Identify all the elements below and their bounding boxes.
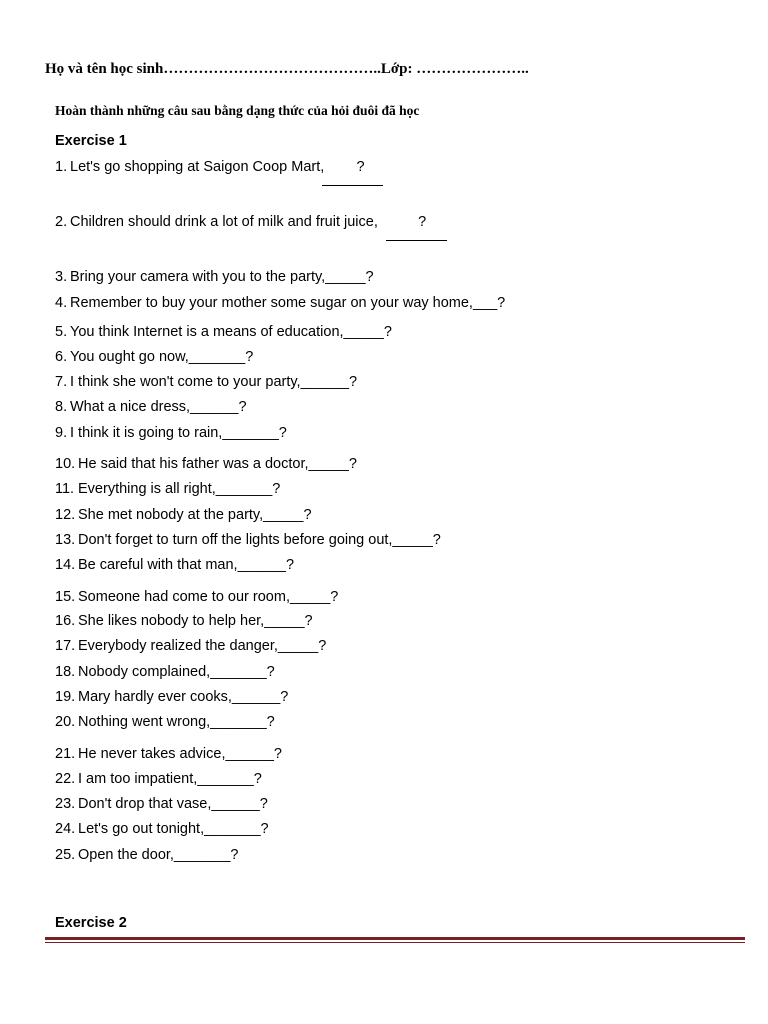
question-text: You ought go now,_______? [70, 349, 254, 365]
question-text: Let's go out tonight,_______? [78, 821, 269, 837]
question-number: 17. [55, 638, 76, 654]
question-6 [55, 349, 253, 365]
question-text: What a nice dress,______? [70, 399, 247, 415]
question-text: Remember to buy your mother some sugar on your way home,___? [70, 295, 506, 311]
question-text: Nothing went wrong,_______? [78, 714, 275, 730]
question-11 [55, 481, 280, 497]
question-number: 1. [55, 159, 68, 175]
question-number: 15. [55, 589, 76, 605]
question-number: 25. [55, 847, 76, 863]
question-text: You think Internet is a means of education,_____? [70, 324, 392, 340]
question-text: I think it is going to rain,_______? [70, 425, 287, 441]
question-text: I am too impatient,_______? [78, 771, 262, 787]
question-number: 19. [55, 689, 76, 705]
question-number: 23. [55, 796, 76, 812]
question-7 [55, 374, 357, 390]
question-text: He said that his father was a doctor,_____? [78, 456, 357, 472]
question-text: Let's go shopping at Saigon Coop Mart, ? [70, 159, 365, 175]
question-number: 21. [55, 746, 76, 762]
question-text: She met nobody at the party,_____? [78, 507, 312, 523]
question-24 [55, 821, 269, 837]
question-number: 9. [55, 425, 68, 441]
question-25 [55, 847, 238, 863]
question-18 [55, 664, 275, 680]
student-info-line: Họ và tên học sinh……………………………………..Lớp: ………………….. [45, 61, 529, 77]
section-divider-thin [45, 942, 745, 943]
question-text: Children should drink a lot of milk and fruit juice, ? [70, 214, 427, 230]
question-10 [55, 456, 357, 472]
question-number: 6. [55, 349, 68, 365]
answer-blank-2 [386, 240, 447, 241]
question-13 [55, 532, 441, 548]
question-9 [55, 425, 287, 441]
question-text: Everybody realized the danger,_____? [78, 638, 327, 654]
instruction-text: Hoàn thành những câu sau bằng dạng thức của hỏi đuôi đã học [55, 103, 420, 118]
question-text: Don't drop that vase,______? [78, 796, 268, 812]
question-number: 20. [55, 714, 76, 730]
question-text: Bring your camera with you to the party,_____? [70, 269, 374, 285]
question-number: 8. [55, 399, 68, 415]
question-text: She likes nobody to help her,_____? [78, 613, 313, 629]
question-text: Nobody complained,_______? [78, 664, 275, 680]
question-number: 13. [55, 532, 76, 548]
question-text: I think she won't come to your party,______? [70, 374, 358, 390]
question-23 [55, 796, 268, 812]
question-number: 2. [55, 214, 68, 230]
exercise-2-title: Exercise 2 [55, 915, 127, 931]
question-20 [55, 714, 275, 730]
question-12 [55, 507, 312, 523]
question-number: 7. [55, 374, 68, 390]
question-number: 14. [55, 557, 76, 573]
question-number: 4. [55, 295, 68, 311]
question-15 [55, 589, 338, 605]
question-19 [55, 689, 288, 705]
question-3 [55, 269, 374, 285]
question-number: 16. [55, 613, 76, 629]
question-21 [55, 746, 282, 762]
question-text: Someone had come to our room,_____? [78, 589, 339, 605]
question-number: 24. [55, 821, 76, 837]
question-text: Mary hardly ever cooks,______? [78, 689, 289, 705]
question-8 [55, 399, 247, 415]
section-divider-thick [45, 937, 745, 940]
question-number: 5. [55, 324, 68, 340]
question-5 [55, 324, 392, 340]
question-17 [55, 638, 326, 654]
exercise-1-title: Exercise 1 [55, 133, 127, 149]
question-16 [55, 613, 313, 629]
question-number: 11. [55, 481, 75, 497]
question-text: Open the door,_______? [78, 847, 239, 863]
question-2 [55, 214, 426, 230]
question-22 [55, 771, 262, 787]
question-14 [55, 557, 294, 573]
question-1 [55, 159, 365, 175]
question-number: 3. [55, 269, 68, 285]
question-text: Be careful with that man,______? [78, 557, 295, 573]
question-text: He never takes advice,______? [78, 746, 282, 762]
question-number: 18. [55, 664, 76, 680]
question-4 [55, 295, 505, 311]
question-text: Don't forget to turn off the lights before going out,_____? [78, 532, 441, 548]
answer-blank-1 [322, 185, 383, 186]
question-text: Everything is all right,_______? [78, 481, 281, 497]
question-number: 22. [55, 771, 76, 787]
question-number: 12. [55, 507, 76, 523]
question-number: 10. [55, 456, 76, 472]
